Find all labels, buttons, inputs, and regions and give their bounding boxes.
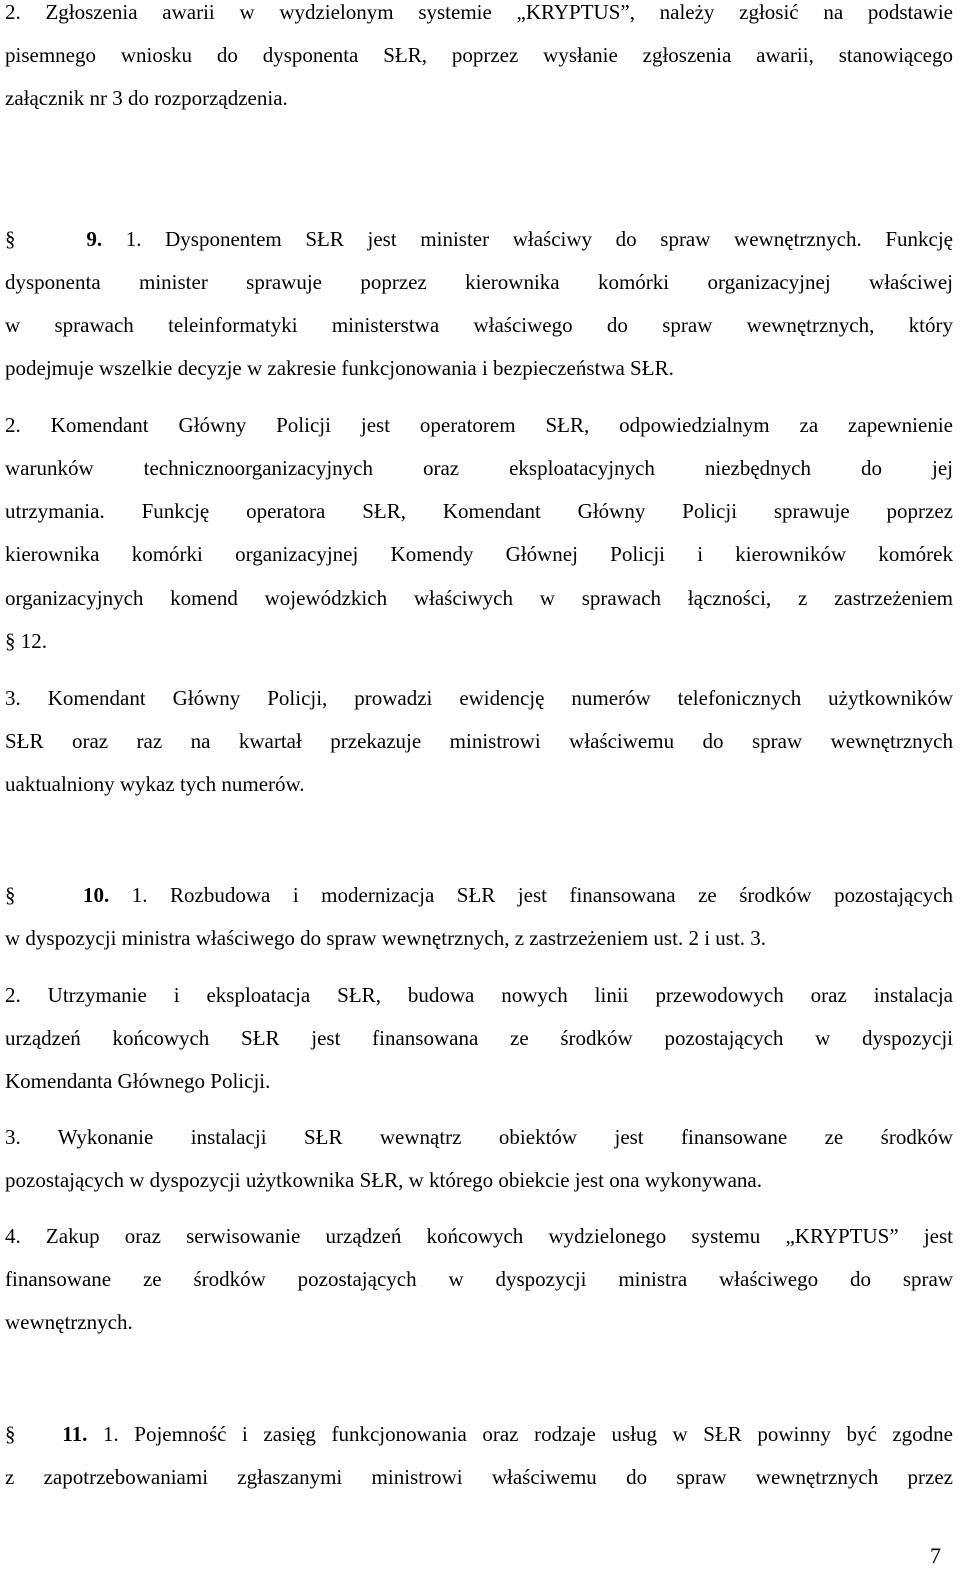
- text-line: § 12.: [5, 629, 47, 653]
- text-line: dysponenta minister sprawuje poprzez kierownika komórki organizacyjnej właściwej: [5, 270, 953, 294]
- text-line: finansowane ze środków pozostających w dyspozycji ministra właściwego do spraw: [5, 1267, 953, 1291]
- section-sign: §: [5, 1422, 16, 1446]
- section-sign: §: [5, 883, 16, 907]
- text-line: uaktualniony wykaz tych numerów.: [5, 772, 305, 796]
- paragraph-11-heading: § 11. 1. Pojemność i zasięg funkcjonowania oraz rodzaje usług w SŁR powinny być zgodne: [5, 1422, 954, 1446]
- text-line: z zapotrzebowaniami zgłaszanymi ministrowi właściwemu do spraw wewnętrznych przez: [5, 1465, 953, 1489]
- text-line: pisemnego wniosku do dysponenta SŁR, poprzez wysłanie zgłoszenia awarii, stanowiącego: [5, 43, 953, 67]
- text-line: w dyspozycji ministra właściwego do spraw wewnętrznych, z zastrzeżeniem ust. 2 i ust. 3.: [5, 926, 767, 950]
- text-line: załącznik nr 3 do rozporządzenia.: [5, 86, 288, 110]
- text-line: 2. Zgłoszenia awarii w wydzielonym systemie „KRYPTUS”, należy zgłosić na podstawie: [5, 0, 953, 24]
- paragraph-9-heading: § 9. 1. Dysponentem SŁR jest minister właściwy do spraw wewnętrznych. Funkcję: [5, 227, 954, 251]
- text-line: 3. Komendant Główny Policji, prowadzi ewidencję numerów telefonicznych użytkowników: [5, 686, 953, 710]
- text-line: 2. Utrzymanie i eksploatacja SŁR, budowa nowych linii przewodowych oraz instalacja: [5, 983, 953, 1007]
- text-line: warunków technicznoorganizacyjnych oraz eksploatacyjnych niezbędnych do jej: [5, 456, 953, 480]
- text-line: pozostających w dyspozycji użytkownika SŁR, w którego obiekcie jest ona wykonywana.: [5, 1168, 762, 1192]
- text-line: kierownika komórki organizacyjnej Komendy Głównej Policji i kierowników komórek: [5, 542, 953, 566]
- text-line: 4. Zakup oraz serwisowanie urządzeń końcowych wydzielonego systemu „KRYPTUS” jest: [5, 1224, 953, 1248]
- text-line: podejmuje wszelkie decyzje w zakresie funkcjonowania i bezpieczeństwa SŁR.: [5, 356, 674, 380]
- page-number: 7: [930, 1543, 941, 1568]
- section-sign: §: [5, 227, 16, 251]
- text-line: organizacyjnych komend wojewódzkich właściwych w sprawach łączności, z zastrzeżeniem: [5, 586, 953, 610]
- text-line: Komendanta Głównego Policji.: [5, 1069, 271, 1093]
- section-number: 11.: [62, 1422, 88, 1446]
- text-line: utrzymania. Funkcję operatora SŁR, Komendant Główny Policji sprawuje poprzez: [5, 499, 953, 523]
- section-number: 10.: [83, 883, 110, 907]
- text-line: urządzeń końcowych SŁR jest finansowana ze środków pozostających w dyspozycji: [5, 1026, 953, 1050]
- paragraph-10-heading: § 10. 1. Rozbudowa i modernizacja SŁR jest finansowana ze środków pozostających: [5, 883, 954, 907]
- text-line: 3. Wykonanie instalacji SŁR wewnątrz obiektów jest finansowane ze środków: [5, 1125, 953, 1149]
- text-line: wewnętrznych.: [5, 1310, 133, 1334]
- section-number: 9.: [86, 227, 103, 251]
- text-line: w sprawach teleinformatyki ministerstwa właściwego do spraw wewnętrznych, który: [5, 313, 953, 337]
- text-line: SŁR oraz raz na kwartał przekazuje ministrowi właściwemu do spraw wewnętrznych: [5, 729, 953, 753]
- text-line: 2. Komendant Główny Policji jest operatorem SŁR, odpowiedzialnym za zapewnienie: [5, 413, 953, 437]
